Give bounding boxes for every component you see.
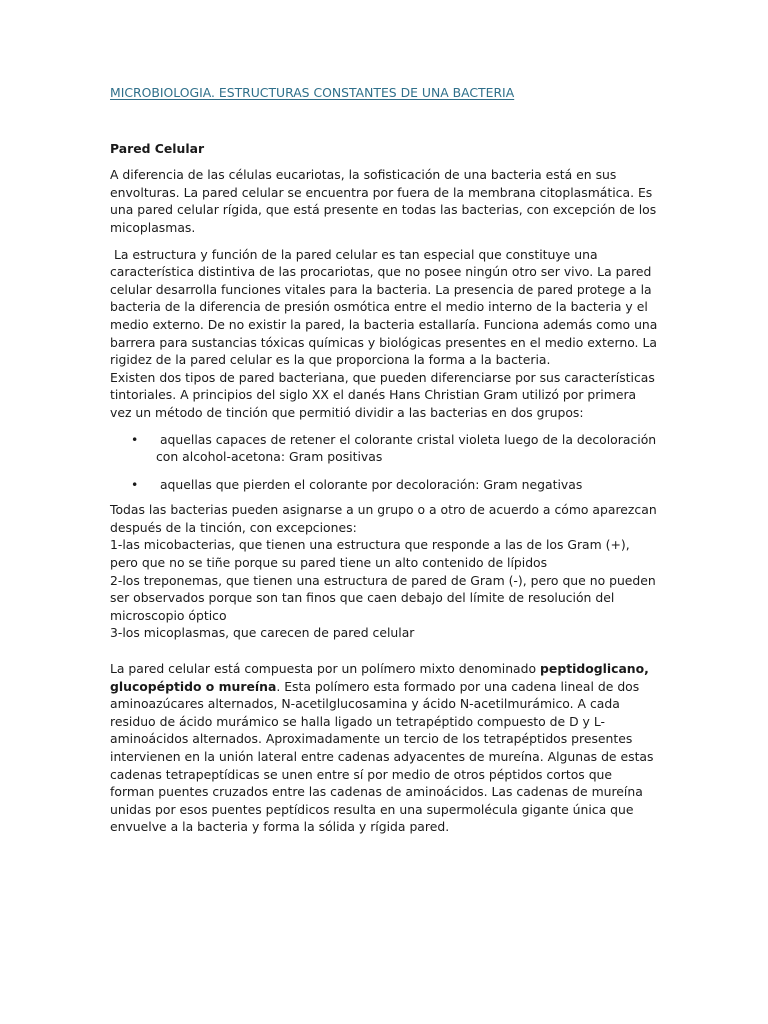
list-item xyxy=(110,476,658,494)
exception-mycoplasmas: 3-los micoplasmas, que carecen de pared celular xyxy=(110,625,415,641)
list-item xyxy=(110,431,661,466)
paragraph-gram-types: Existen dos tipos de pared bacteriana, que pueden diferenciarse por sus características tintoriales. A principios del siglo XX el danés Hans Christian Gram utilizó por primera vez un método de tinción que permitió dividir a las bacterias en dos grupos: xyxy=(110,369,655,420)
peptidoglycan-bold-term: peptidoglicano, glucopéptido o mureína xyxy=(110,661,649,694)
peptidoglycan-text-start: La pared celular está compuesta por un polímero mixto denominado xyxy=(110,661,541,677)
paragraph-function: La estructura y función de la pared celular es tan especial que constituye una característica distintiva de las procariotas, que no posee ningún otro ser vivo. La pared celular desarrolla funciones vitales para la bacteria. La presencia de pared protege a la bacteria de la diferencia de presión osmótica entre el medio interno de la bacteria y el medio externo. De no existir la pared, la bacteria estallaría. Funciona además como una barrera para sustancias tóxicas químicas y biológicas presentes en el medio externo. La rigidez de la pared celular es la que proporciona la forma a la bacteria. xyxy=(110,246,662,368)
paragraph-peptidoglycan xyxy=(110,660,658,836)
exception-treponemas: 2-los treponemas, que tienen una estructura de pared de Gram (-), pero que no pueden ser observados porque son tan finos que caen debajo del límite de resolución del microscopio óptico xyxy=(110,572,656,623)
document-title: MICROBIOLOGIA. ESTRUCTURAS CONSTANTES DE UNA BACTERIA xyxy=(110,85,515,100)
peptidoglycan-text-end: . Esta polímero esta formado por una cadena lineal de dos aminoazúcares alternados, N-acetilglucosamina y ácido N-acetilmurámico. A cada residuo de ácido murámico se halla ligado un tetrapéptido compuesto de D y L-aminoácidos alternados. Aproximadamente un tercio de los tetrapéptidos presentes intervienen en la unión lateral entre cadenas adyacentes de mureína. Algunas de estas cadenas tetrapeptídicas se unen entre sí por medio de otros péptidos cortos que forman puentes cruzados entre las cadenas de aminoácidos. Las cadenas de mureína unidas por esos puentes peptídicos resulta en una supermolécula gigante única que envuelve a la bacteria y forma la sólida y rígida pared. xyxy=(110,678,654,835)
bullet-text: aquellas capaces de retener el colorante cristal violeta luego de la decoloración con alcohol-acetona: Gram positivas xyxy=(156,431,661,465)
document-page xyxy=(110,84,662,836)
bullet-icon: • xyxy=(131,476,139,492)
bullet-icon: • xyxy=(131,431,139,447)
exception-mycobacteria: 1-las micobacterias, que tienen una estructura que responde a las de los Gram (+), pero que no se tiñe porque su pared tiene un alto contenido de lípidos xyxy=(110,537,630,571)
exceptions-intro: Todas las bacterias pueden asignarse a un grupo o a otro de acuerdo a cómo aparezcan después de la tinción, con excepciones: xyxy=(110,502,657,535)
paragraph-intro: A diferencia de las células eucariotas, la sofisticación de una bacteria está en sus envolturas. La pared celular se encuentra por fuera de la membrana citoplasmática. Es una pared celular rígida, que está presente en todas las bacterias, con excepción de los micoplasmas. xyxy=(110,167,657,235)
bullet-text: aquellas que pierden el colorante por decoloración: Gram negativas xyxy=(156,476,583,492)
gram-bullet-list xyxy=(110,431,661,494)
paragraph-exceptions xyxy=(110,501,658,642)
section-heading: Pared Celular xyxy=(110,140,205,156)
